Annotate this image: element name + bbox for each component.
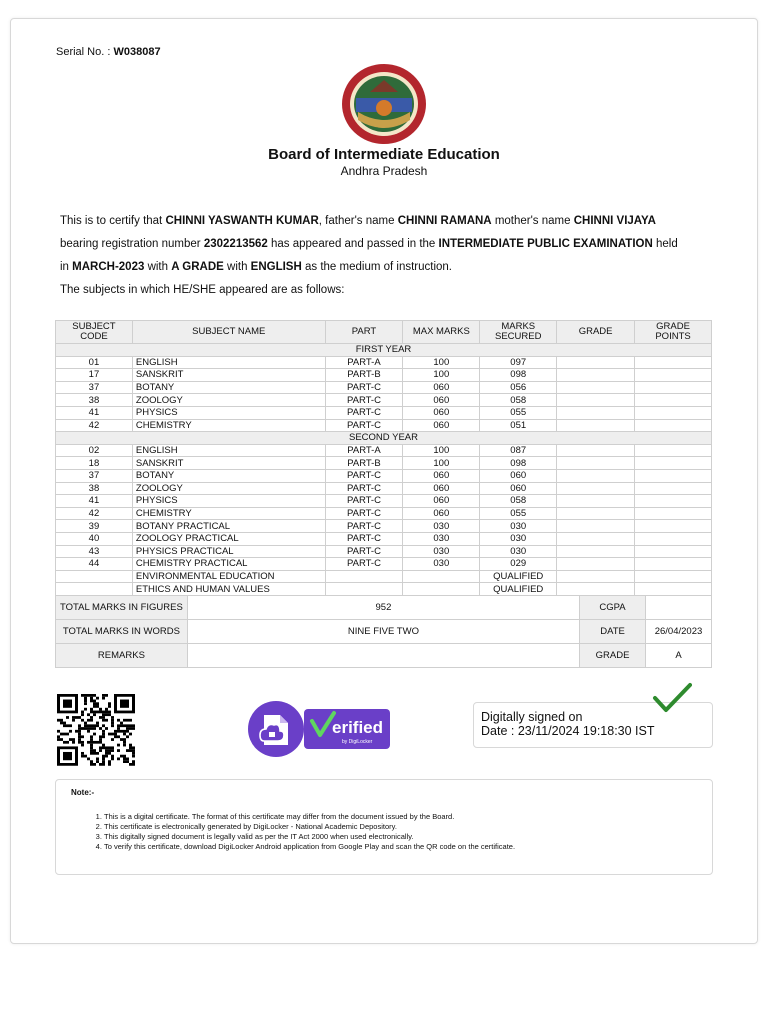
cell-subject-code [56,583,133,596]
cell-subject-code: 37 [56,469,133,482]
board-seal-logo [340,62,428,146]
cell-part: PART-C [325,532,403,545]
cgpa-value [646,596,712,620]
header-part: PART [325,321,403,344]
cell-max-marks: 030 [403,520,480,533]
table-row [56,469,712,482]
cell-max-marks: 060 [403,406,480,419]
cell-subject-code [56,570,133,583]
cell-subject-code: 38 [56,394,133,407]
table-row [56,482,712,495]
signature-line-1: Digitally signed on [481,710,583,724]
cell-marks-secured: 030 [480,520,557,533]
date-value: 26/04/2023 [646,620,712,644]
cell-max-marks: 060 [403,507,480,520]
cell-subject-name: ZOOLOGY [132,394,325,407]
cell-grade [557,520,635,533]
cell-subject-code: 41 [56,406,133,419]
certify-line-2: bearing registration number 2302213562 has appeared and passed in the INTERMEDIATE PUBLIC EXAMINATION held [60,238,678,250]
notes-box [55,779,713,875]
qr-code[interactable] [57,694,135,766]
cell-grade-points [635,419,712,432]
cell-part: PART-A [325,356,403,369]
cell-part: PART-C [325,507,403,520]
cell-grade [557,419,635,432]
cell-marks-secured: 087 [480,444,557,457]
header-grade-points: GRADE POINTS [635,321,712,344]
cell-subject-name: ENVIRONMENTAL EDUCATION [132,570,325,583]
header-max-marks: MAX MARKS [403,321,480,344]
cell-subject-code: 44 [56,558,133,571]
cell-max-marks: 100 [403,356,480,369]
cell-marks-secured: 060 [480,469,557,482]
cell-grade-points [635,520,712,533]
cell-marks-secured: 098 [480,457,557,470]
notes-list [92,812,704,852]
signature-valid-check-icon [652,682,692,714]
cell-max-marks: 030 [403,532,480,545]
board-state: Andhra Pradesh [340,164,428,178]
table-row [56,583,712,596]
cell-subject-code: 37 [56,381,133,394]
table-row [56,444,712,457]
cell-part: PART-C [325,381,403,394]
cell-subject-name: SANSKRIT [132,369,325,382]
cell-subject-name: BOTANY [132,469,325,482]
cell-grade-points [635,369,712,382]
marks-table-header [56,321,712,344]
cell-marks-secured: 060 [480,482,557,495]
table-row [56,356,712,369]
board-title: Board of Intermediate Education [268,146,500,163]
total-figures-label: TOTAL MARKS IN FIGURES [56,596,188,620]
cell-grade-points [635,532,712,545]
cell-subject-name: CHEMISTRY [132,419,325,432]
date-label: DATE [580,620,646,644]
cell-grade [557,507,635,520]
cell-marks-secured: 058 [480,394,557,407]
note-item: 4. To verify this certificate, download DigiLocker Android application from Google Play and scan the QR code on the certificate. [104,842,704,852]
cell-marks-secured: 055 [480,507,557,520]
cell-max-marks [403,583,480,596]
year-section-label: FIRST YEAR [56,344,712,357]
cell-part: PART-C [325,558,403,571]
total-words-label: TOTAL MARKS IN WORDS [56,620,188,644]
cell-part: PART-C [325,469,403,482]
table-row [56,507,712,520]
cell-grade [557,583,635,596]
table-row [56,558,712,571]
total-words-value: NINE FIVE TWO [187,620,579,644]
table-row [56,457,712,470]
cell-grade-points [635,545,712,558]
cell-max-marks: 100 [403,444,480,457]
remarks-label: REMARKS [56,644,188,668]
cell-max-marks: 060 [403,419,480,432]
year-section-row [56,344,712,357]
grade-value: A [646,644,712,668]
cell-marks-secured: 097 [480,356,557,369]
cell-max-marks: 060 [403,482,480,495]
cell-grade-points [635,570,712,583]
cell-max-marks: 060 [403,381,480,394]
table-row [56,545,712,558]
cell-subject-code: 42 [56,419,133,432]
cell-subject-name: PHYSICS [132,495,325,508]
cell-grade [557,495,635,508]
cell-grade-points [635,495,712,508]
cell-part: PART-C [325,406,403,419]
cell-part: PART-C [325,419,403,432]
cell-max-marks: 100 [403,369,480,382]
cell-part: PART-A [325,444,403,457]
cell-marks-secured: 056 [480,381,557,394]
totals-row-remarks [56,644,712,668]
cell-marks-secured: 055 [480,406,557,419]
header-marks-secured: MARKS SECURED [480,321,557,344]
cell-subject-code: 02 [56,444,133,457]
cell-grade [557,444,635,457]
cell-marks-secured: 030 [480,545,557,558]
remarks-value [187,644,579,668]
cell-grade [557,394,635,407]
marks-table [55,320,712,596]
cell-max-marks: 030 [403,558,480,571]
cell-grade [557,356,635,369]
table-row [56,520,712,533]
table-row [56,381,712,394]
subjects-intro: The subjects in which HE/SHE appeared are as follows: [60,284,345,296]
cell-grade-points [635,406,712,419]
certify-line-1: This is to certify that CHINNI YASWANTH KUMAR, father's name CHINNI RAMANA mother's name CHINNI VIJAYA [60,215,656,227]
cell-part: PART-C [325,545,403,558]
cell-subject-name: PHYSICS [132,406,325,419]
verified-badge-sub: by DigiLocker [342,739,373,745]
cell-subject-code: 40 [56,532,133,545]
header-subject-code: SUBJECT CODE [56,321,133,344]
cell-subject-code: 38 [56,482,133,495]
cell-grade-points [635,558,712,571]
signature-date: Date : 23/11/2024 19:18:30 IST [481,724,655,738]
cell-subject-code: 18 [56,457,133,470]
table-row [56,394,712,407]
cell-subject-name: ENGLISH [132,356,325,369]
cell-grade-points [635,457,712,470]
note-item: 1. This is a digital certificate. The format of this certificate may differ from the document issued by the Board. [104,812,704,822]
note-item: 3. This digitally signed document is legally valid as per the IT Act 2000 when used electronically. [104,832,704,842]
cell-part: PART-B [325,369,403,382]
cell-max-marks: 030 [403,545,480,558]
cell-part: PART-C [325,482,403,495]
cell-part: PART-C [325,394,403,407]
cell-subject-code: 41 [56,495,133,508]
cell-subject-code: 01 [56,356,133,369]
cell-subject-code: 42 [56,507,133,520]
grade-label: GRADE [580,644,646,668]
cell-part [325,570,403,583]
cell-max-marks: 060 [403,394,480,407]
totals-row-figures [56,596,712,620]
cell-grade [557,532,635,545]
cell-marks-secured: 029 [480,558,557,571]
cell-grade-points [635,394,712,407]
cell-grade-points [635,583,712,596]
table-row [56,570,712,583]
table-row [56,369,712,382]
cell-subject-name: ZOOLOGY [132,482,325,495]
cell-subject-name: BOTANY PRACTICAL [132,520,325,533]
cell-subject-name: SANSKRIT [132,457,325,470]
cell-grade [557,469,635,482]
cell-subject-name: ENGLISH [132,444,325,457]
cell-grade [557,406,635,419]
cell-part: PART-C [325,520,403,533]
cell-part [325,583,403,596]
cell-marks-secured: QUALIFIED [480,570,557,583]
cell-subject-name: CHEMISTRY [132,507,325,520]
cell-subject-code: 43 [56,545,133,558]
cell-subject-name: BOTANY [132,381,325,394]
cell-part: PART-B [325,457,403,470]
notes-title: Note:- [71,788,95,797]
cell-grade [557,570,635,583]
cell-subject-name: ZOOLOGY PRACTICAL [132,532,325,545]
header-subject-name: SUBJECT NAME [132,321,325,344]
cgpa-label: CGPA [580,596,646,620]
cell-grade-points [635,356,712,369]
cell-grade [557,558,635,571]
table-row [56,495,712,508]
year-section-row [56,432,712,445]
header-grade: GRADE [557,321,635,344]
cell-grade [557,369,635,382]
cell-subject-code: 39 [56,520,133,533]
cell-grade-points [635,469,712,482]
verified-badge-text: erified [332,718,384,737]
total-figures-value: 952 [187,596,579,620]
cell-subject-name: ETHICS AND HUMAN VALUES [132,583,325,596]
cell-marks-secured: 098 [480,369,557,382]
totals-row-words [56,620,712,644]
year-section-label: SECOND YEAR [56,432,712,445]
digilocker-verified-badge [248,701,390,757]
cell-max-marks: 060 [403,495,480,508]
note-item: 2. This certificate is electronically generated by DigiLocker - National Academic Depository. [104,822,704,832]
table-row [56,419,712,432]
cell-subject-code: 17 [56,369,133,382]
cell-max-marks: 100 [403,457,480,470]
cell-subject-name: PHYSICS PRACTICAL [132,545,325,558]
cell-grade [557,457,635,470]
cell-grade-points [635,482,712,495]
cell-marks-secured: 058 [480,495,557,508]
cell-max-marks [403,570,480,583]
certify-line-3: in MARCH-2023 with A GRADE with ENGLISH as the medium of instruction. [60,261,453,273]
cell-grade-points [635,381,712,394]
cell-part: PART-C [325,495,403,508]
cell-grade [557,381,635,394]
cell-marks-secured: 051 [480,419,557,432]
totals-table [55,595,712,668]
table-row [56,532,712,545]
cell-grade-points [635,444,712,457]
serial-number: Serial No. : W038087 [56,46,161,58]
cell-grade [557,482,635,495]
cell-marks-secured: 030 [480,532,557,545]
cell-grade [557,545,635,558]
cell-grade-points [635,507,712,520]
cell-marks-secured: QUALIFIED [480,583,557,596]
table-row [56,406,712,419]
cell-subject-name: CHEMISTRY PRACTICAL [132,558,325,571]
cell-max-marks: 060 [403,469,480,482]
